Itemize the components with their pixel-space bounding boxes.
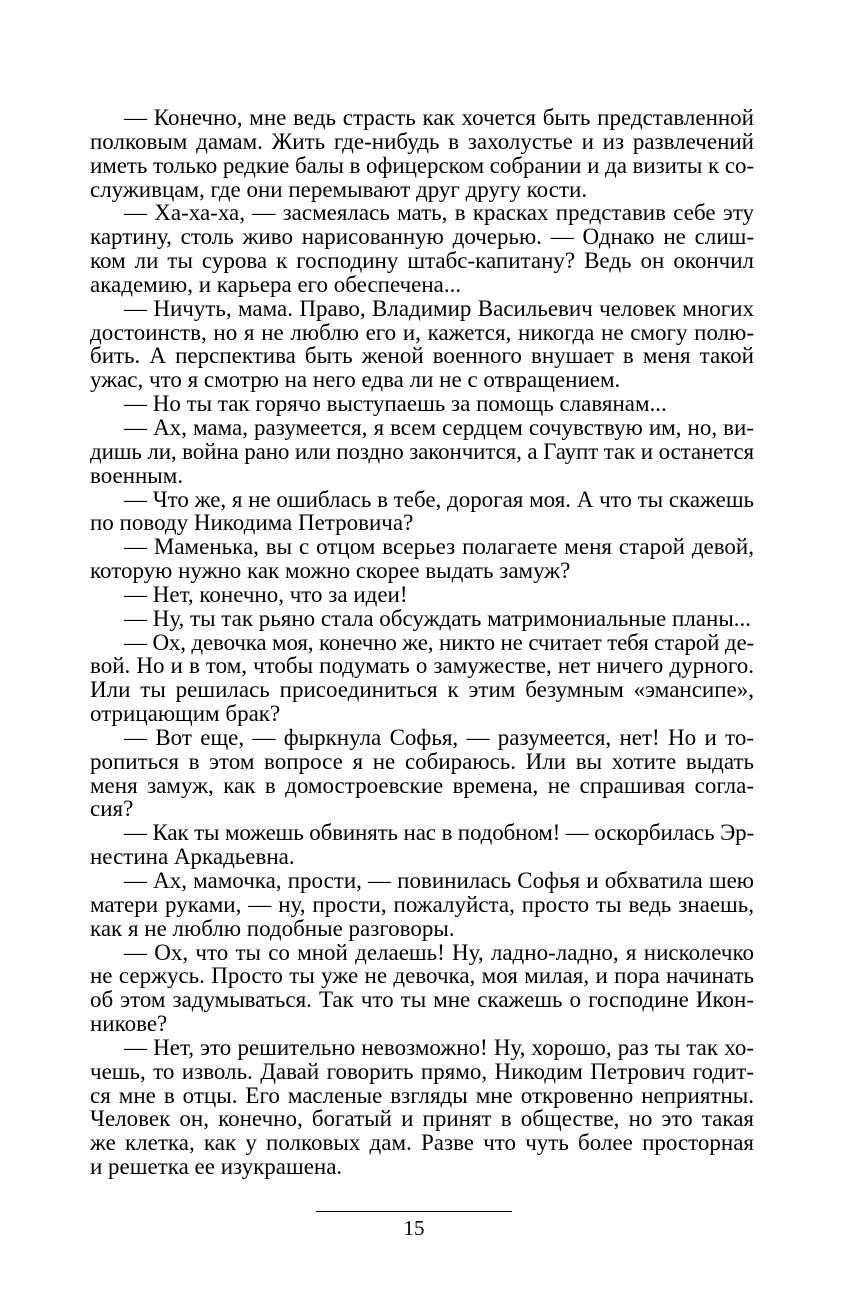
text-line: не сержусь. Просто ты уже не девочка, моя милая, и пора начинать: [90, 963, 754, 989]
text-line: и решетка ее изукрашена.: [90, 1154, 343, 1180]
text-line: иметь только редкие балы в офицерском собрании и да визиты к со-: [90, 152, 755, 178]
text-line: — Ах, мамочка, прости, — повинилась Софья и обхватила шею: [124, 868, 754, 893]
text-line: достоинств, но я не люблю его и, кажется, никогда не смогу полю-: [90, 319, 754, 345]
body-text: [90, 106, 754, 1179]
text-line: — Ну, ты так рьяно стала обсуждать матримониальные планы...: [124, 605, 752, 631]
paragraph: [90, 392, 754, 416]
paragraph: [90, 106, 754, 201]
text-line: полковым дамам. Жить где-нибудь в захолустье и из развлечений: [90, 128, 754, 154]
text-line: служивцам, где они перемывают друг другу кости.: [90, 176, 588, 202]
text-line: — Ох, что ты со мной делаешь! Ну, ладно-ладно, я нисколечко: [124, 939, 754, 965]
text-line: — Нет, это решительно невозможно! Ну, хорошо, раз ты так хо-: [124, 1034, 754, 1060]
paragraph: [90, 726, 754, 821]
paragraph: [90, 869, 754, 941]
paragraph: [90, 488, 754, 536]
text-line: по поводу Никодима Петровича?: [90, 510, 414, 536]
text-line: ропиться в этом вопросе я не собираюсь. Или вы хотите выдать: [90, 748, 754, 774]
text-line: меня замуж, как в домостроевские времена, не спрашивая согла-: [90, 772, 754, 798]
paragraph: [90, 535, 754, 583]
paragraph: [90, 583, 754, 607]
text-line: — Ха-ха-ха, — засмеялась мать, в красках представив себе эту: [124, 200, 754, 226]
text-line: картину, столь живо нарисованную дочерью. — Однако не слиш-: [90, 224, 754, 250]
text-line: же клетка, как у полковых дам. Разве что чуть более просторная: [90, 1130, 754, 1156]
text-line: — Нет, конечно, что за идеи!: [124, 581, 408, 607]
text-line: никове?: [90, 1011, 168, 1037]
text-line: которую нужно как можно скорее выдать замуж?: [90, 558, 571, 584]
text-line: дишь ли, война рано или поздно закончится, а Гаупт так и останется: [90, 438, 755, 464]
text-line: Человек он, конечно, богатый и принят в обществе, но это такая: [90, 1106, 754, 1132]
text-line: академию, и карьера его обеспечена...: [90, 271, 462, 297]
paragraph: [90, 297, 754, 392]
text-line: сия?: [90, 796, 134, 822]
text-line: об этом задумываться. Так что ты мне скажешь о господине Икон-: [90, 987, 754, 1013]
paragraph: [90, 941, 754, 1036]
paragraph: [90, 416, 754, 488]
text-line: бить. А перспектива быть женой военного внушает в меня такой: [90, 343, 754, 369]
text-line: — Конечно, мне ведь страсть как хочется быть представленной: [124, 105, 754, 130]
text-line: — Ох, девочка моя, конечно же, никто не считает тебя старой де-: [124, 629, 754, 655]
paragraph: [90, 631, 754, 726]
text-line: — Ничуть, мама. Право, Владимир Васильевич человек многих: [124, 295, 754, 321]
text-line: вой. Но и в том, чтобы подумать о замужестве, нет ничего дурного.: [90, 653, 754, 679]
text-line: ком ли ты сурова к господину штабс-капитану? Ведь он окончил: [90, 248, 754, 274]
text-line: — Вот еще, — фыркнула Софья, — разумеется, нет! Но и то-: [124, 724, 754, 750]
text-line: ужас, что я смотрю на него едва ли не с отвращением.: [90, 367, 621, 393]
paragraph: [90, 607, 754, 631]
paragraph: [90, 201, 754, 296]
text-line: отрицающим брак?: [90, 701, 281, 727]
text-line: матери руками, — ну, прости, пожалуйста, просто ты ведь знаешь,: [90, 891, 754, 917]
footer-rule: [316, 1211, 512, 1212]
text-line: как я не люблю подобные разговоры.: [90, 915, 455, 941]
text-line: — Что же, я не ошиблась в тебе, дорогая моя. А что ты скажешь: [124, 486, 754, 512]
page-number: 15: [403, 1216, 425, 1240]
text-line: — Маменька, вы с отцом всерьез полагаете меня старой девой,: [124, 534, 754, 560]
text-line: нестина Аркадьевна.: [90, 844, 295, 870]
text-line: — Как ты можешь обвинять нас в подобном! — оскорбилась Эр-: [124, 820, 755, 846]
text-line: Или ты решилась присоединиться к этим безумным «эмансипе»,: [90, 677, 754, 703]
text-line: ся мне в отцы. Его масленые взгляды мне откровенно неприятны.: [90, 1082, 754, 1108]
paragraph: [90, 1036, 754, 1179]
text-line: чешь, то изволь. Давай говорить прямо, Никодим Петрович годит-: [90, 1058, 754, 1084]
text-line: — Ах, мама, разумеется, я всем сердцем сочувствую им, но, ви-: [124, 414, 754, 440]
text-line: военным.: [90, 462, 184, 488]
paragraph: [90, 821, 754, 869]
text-line: — Но ты так горячо выступаешь за помощь славянам...: [124, 391, 667, 417]
